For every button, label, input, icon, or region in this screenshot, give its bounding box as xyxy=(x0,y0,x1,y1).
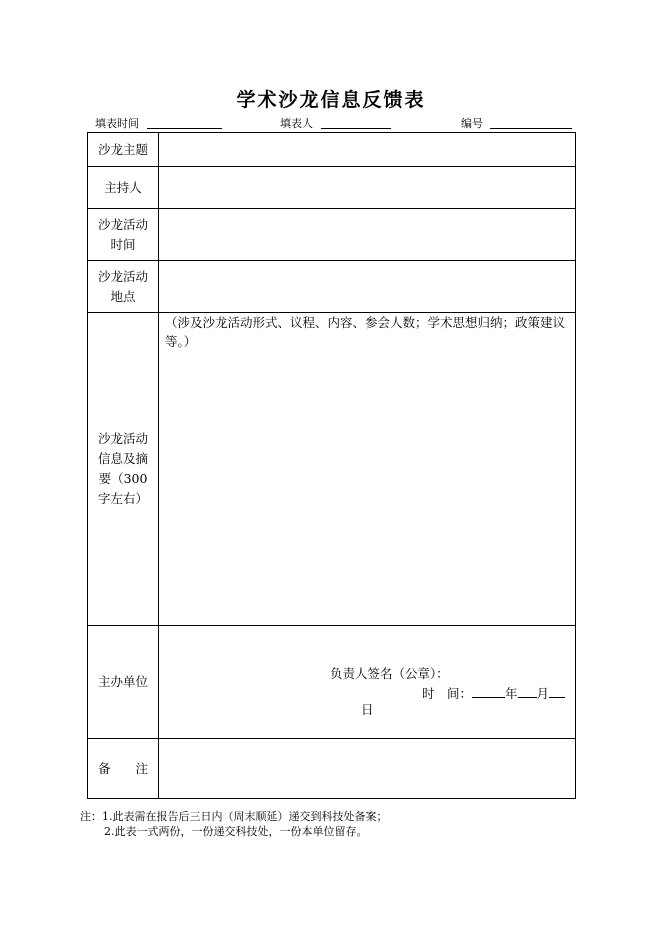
form-title: 学术沙龙信息反馈表 xyxy=(236,89,426,111)
activity-place-input-cell[interactable] xyxy=(159,261,576,313)
summary-label: 沙龙活动信息及摘要（300字左右） xyxy=(88,313,159,626)
responsible-signature-label: 负责人签名（公章）： xyxy=(330,666,449,681)
activity-place-label: 沙龙活动地点 xyxy=(88,261,159,313)
notes xyxy=(80,809,388,839)
organizer-input-cell[interactable] xyxy=(159,626,576,739)
number-label: 编号 xyxy=(461,117,483,130)
note-line-2: 2.此表一式两份，一份递交科技处，一份本单位留存。 xyxy=(104,825,368,838)
topic-label: 沙龙主题 xyxy=(88,133,159,167)
remarks-label: 备 注 xyxy=(88,739,159,799)
row-activity-time xyxy=(88,209,576,261)
filler-label: 填表人 xyxy=(280,117,313,130)
organizer-label: 主办单位 xyxy=(88,626,159,739)
row-summary xyxy=(88,313,576,626)
day-label: 日 xyxy=(361,702,374,717)
row-host xyxy=(88,167,576,209)
fill-time-label: 填表时间 xyxy=(95,117,139,130)
month-blank[interactable] xyxy=(518,686,537,698)
row-organizer xyxy=(88,626,576,739)
fill-time-underline xyxy=(147,128,222,129)
row-remarks xyxy=(88,739,576,799)
host-input-cell[interactable] xyxy=(159,167,576,209)
activity-time-label: 沙龙活动时间 xyxy=(88,209,159,261)
fill-time-field xyxy=(95,115,139,131)
number-underline xyxy=(490,128,572,129)
activity-time-input-cell[interactable] xyxy=(159,209,576,261)
number-field xyxy=(461,115,483,131)
month-label: 月 xyxy=(536,686,550,701)
summary-input-cell[interactable] xyxy=(159,313,576,626)
time-label: 时 间： xyxy=(422,686,473,701)
signature-date-line xyxy=(422,684,565,702)
feedback-form-table xyxy=(87,132,576,799)
remarks-input-cell[interactable] xyxy=(159,739,576,799)
row-activity-place xyxy=(88,261,576,313)
host-label: 主持人 xyxy=(88,167,159,209)
year-blank[interactable] xyxy=(472,686,505,698)
day-blank[interactable] xyxy=(549,686,565,698)
summary-hint: （涉及沙龙活动形式、议程、内容、参会人数；学术思想归纳；政策建议等。） xyxy=(165,315,566,349)
note-line-1: 注：1.此表需在报告后三日内（周末顺延）递交到科技处备案； xyxy=(80,810,388,823)
filler-underline xyxy=(321,128,391,129)
topic-input-cell[interactable] xyxy=(159,133,576,167)
year-label: 年 xyxy=(505,686,518,701)
row-topic xyxy=(88,133,576,167)
filler-field xyxy=(280,115,313,131)
